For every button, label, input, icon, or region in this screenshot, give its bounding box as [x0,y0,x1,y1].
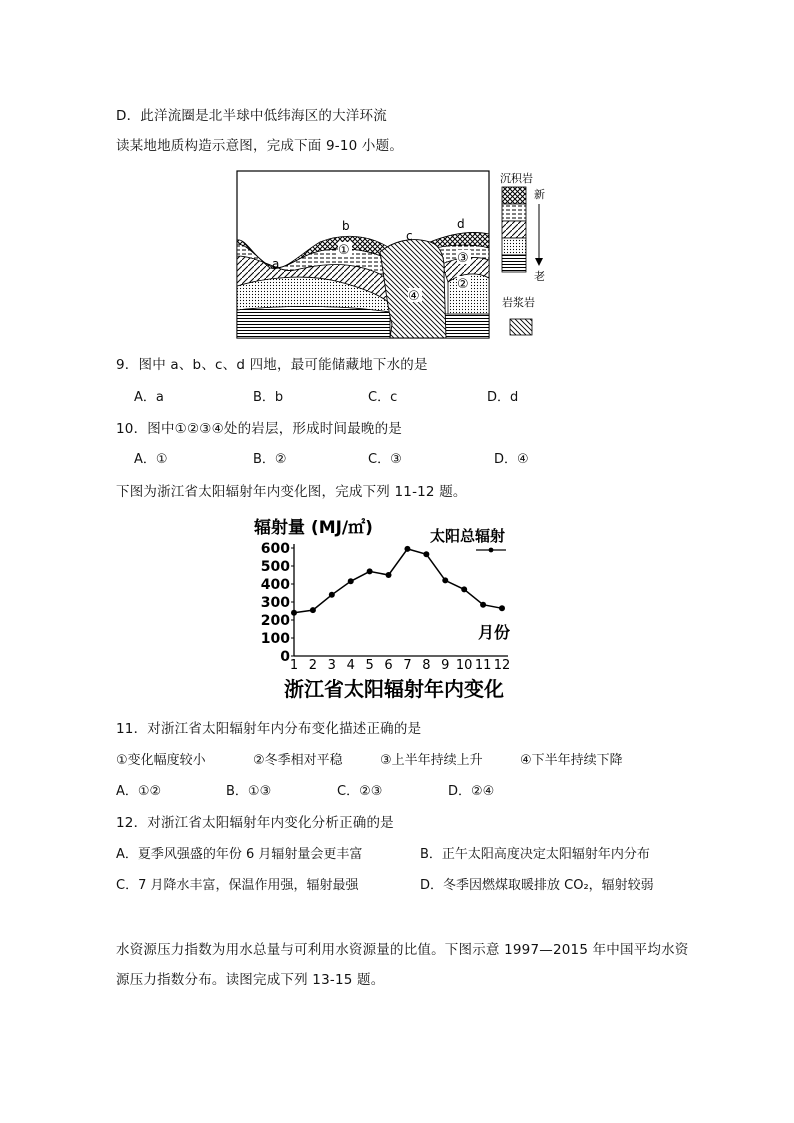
legend-sedimentary: 沉积岩 [500,172,533,185]
prev-option-d: D．此洋流圈是北半球中低纬海区的大洋环流 [116,108,387,124]
legend-magma: 岩浆岩 [502,296,535,309]
intro-q13-15-line2: 源压力指数分布。读图完成下列 13-15 题。 [116,972,385,988]
q11-statement-3: ③上半年持续上升 [380,753,483,768]
geology-diagram [230,164,550,346]
x-tick-label: 1 [289,658,299,673]
x-tick-label: 10 [455,658,473,673]
q11-statement-2: ②冬季相对平稳 [253,753,343,768]
solar-radiation-chart [244,510,544,706]
legend-old: 老 [534,270,545,283]
label-d: d [457,217,465,231]
layer-1-label: ① [338,243,350,258]
data-point [348,578,354,584]
x-tick-label: 5 [365,658,374,673]
data-point [386,572,392,578]
question-12: 12．对浙江省太阳辐射年内变化分析正确的是 [116,815,394,831]
layer-3-label: ③ [457,251,469,266]
q10-option-c: C．③ [368,452,402,467]
x-tick-label: 2 [308,658,318,673]
y-tick-label: 200 [260,613,290,629]
y-tick-label: 300 [260,595,290,611]
intro-q9-10: 读某地地质构造示意图，完成下面 9-10 小题。 [116,138,404,154]
intro-q11-12: 下图为浙江省太阳辐射年内变化图，完成下列 11-12 题。 [116,484,467,500]
q10-option-a: A．① [134,452,168,467]
q11-option-b: B．①③ [226,784,272,799]
q10-option-d: D．④ [494,452,529,467]
q10-option-b: B．② [253,452,287,467]
data-point [291,610,297,616]
x-tick-label: 12 [493,658,511,673]
age-arrow-head [535,258,543,266]
q9-option-a: A．a [134,390,164,405]
chart-xlabel: 月份 [477,623,510,642]
x-tick-label: 9 [441,658,450,673]
y-tick-label: 0 [280,649,290,665]
data-point [442,577,448,583]
data-point [367,568,373,574]
chart-ylabel: 辐射量 (MJ/㎡) [254,518,373,538]
x-tick-label: 4 [346,658,355,673]
q9-option-c: C．c [368,390,398,405]
data-point [423,551,429,557]
question-11: 11．对浙江省太阳辐射年内分布变化描述正确的是 [116,721,422,737]
y-tick-label: 600 [260,541,290,557]
legend-new: 新 [534,188,545,201]
x-tick-label: 7 [403,658,412,673]
q11-option-c: C．②③ [337,784,383,799]
data-point [480,602,486,608]
q11-statement-4: ④下半年持续下降 [520,753,623,768]
q11-option-d: D．②④ [448,784,495,799]
chart-title: 浙江省太阳辐射年内变化 [284,677,504,701]
layer-4-label: ④ [408,289,420,304]
data-point [499,605,505,611]
x-tick-label: 8 [422,658,431,673]
q12-option-b: B．正午太阳高度决定太阳辐射年内分布 [420,847,650,862]
q12-option-a: A．夏季风强盛的年份 6 月辐射量会更丰富 [116,847,363,862]
q12-option-c: C．7 月降水丰富，保温作用强，辐射最强 [116,878,359,893]
q9-option-b: B．b [253,390,284,405]
data-point [404,546,410,552]
label-b: b [342,219,350,233]
series-line [294,549,502,613]
y-tick-label: 500 [260,559,290,575]
x-tick-label: 3 [327,658,336,673]
question-10: 10．图中①②③④处的岩层，形成时间最晚的是 [116,421,402,437]
legend-column [502,187,526,272]
x-tick-label: 11 [474,658,492,673]
q9-option-d: D．d [487,390,519,405]
data-point [310,607,316,613]
label-a: a [272,257,280,271]
x-tick-label: 6 [384,658,393,673]
data-point [329,592,335,598]
y-tick-label: 100 [260,631,290,647]
layer-2-label: ② [457,277,469,292]
q12-option-d: D．冬季因燃煤取暖排放 CO₂，辐射较弱 [420,878,654,893]
q11-option-a: A．①② [116,784,162,799]
data-point [461,586,467,592]
chart-legend-label: 太阳总辐射 [430,527,506,545]
y-tick-label: 400 [260,577,290,593]
label-c: c [406,229,413,243]
intro-q13-15-line1: 水资源压力指数为用水总量与可利用水资源量的比值。下图示意 1997—2015 年中国平均水资 [116,942,689,958]
legend-magma-swatch [510,319,532,335]
legend-marker [489,548,494,553]
question-9: 9．图中 a、b、c、d 四地，最可能储藏地下水的是 [116,357,428,373]
q11-statement-1: ①变化幅度较小 [116,753,206,768]
